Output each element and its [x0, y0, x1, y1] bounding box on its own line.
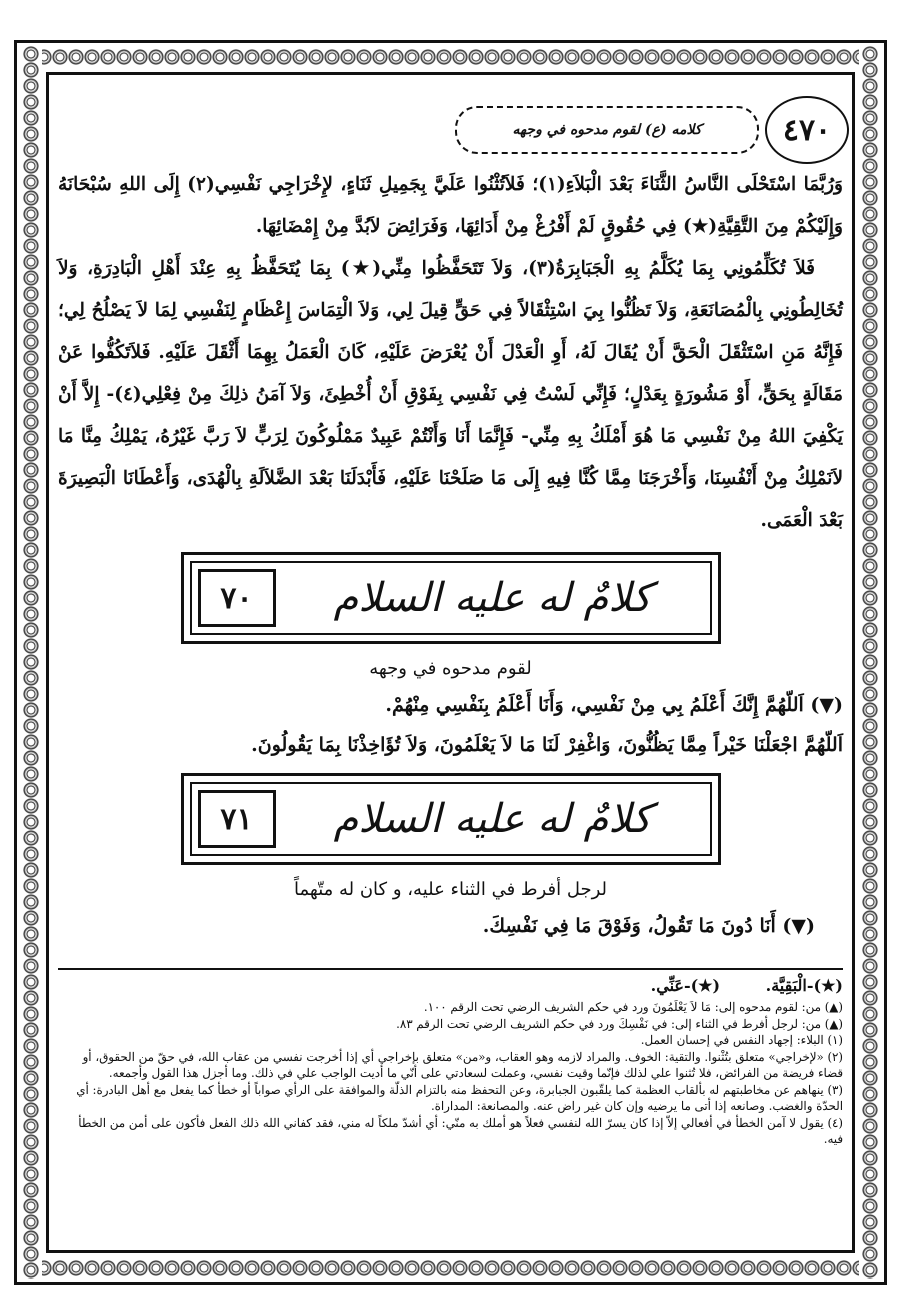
page-content: [58, 84, 843, 1244]
variant-note: (★)-عَنِّي.: [650, 976, 721, 995]
saying-70-line: اَللّهُمَّ اجْعَلْنَا خَيْراً مِمَّا يَظُنُّونَ، وَاغْفِرْ لَنَا مَا لاَ يَعْلَمُونَ، وَلاَ تُؤَاخِذْنَا بِمَا يَقُولُونَ.: [251, 734, 843, 756]
footnote: (٣) ينهاهم عن مخاطبتهم له بألقاب العظمة كما يلقّبون الجبابرة، وعن التحفظ منه بالتزام الذلّة والموافقة على الرأي صواباً أو خطأ كما يفعل مع أهل البادرة: أي الحدّة والغضب. وصانعه إذا أتى ما يرضيه وإن كان غير راض عنه. والمصانعة: المداراة.: [76, 1082, 843, 1113]
footnote: (٢) «لإخراجي» متعلق بتُثْنوا. والتقية: الخوف. والمراد لازمه وهو العقاب، و«من» متعلق بإخراجي أي إذا أخرجت نفسي من عقاب الله، في حقّ من الحقوق، أو قضاء فريضة من الفرائض، فلا تُثنوا علي لذلك فإنّما وقيت نفسي، وعملت لسعادتي على أنّي ما أديت الواجب علي في ذلك. وما أجزل هذا القول وأجمعه.: [82, 1049, 843, 1080]
footnote-divider: [58, 968, 843, 970]
ornamental-border-right: [859, 46, 881, 1279]
ornamental-border-top: [20, 46, 881, 68]
footnote: (▲) من: لرجل أفرط في الثناء إلى: في نَفْسِكَ ورد في حكم الشريف الرضي تحت الرقم ٨٣.: [396, 1016, 843, 1031]
variant-note: (★)-الْبَقِيَّة.: [765, 976, 843, 995]
saying-70-banner: [181, 552, 721, 644]
saying-71-subtitle: لرجل أفرط في الثناء عليه، و كان له متّهماً: [294, 879, 607, 900]
footnotes: [58, 999, 843, 1148]
saying-number: ٧١: [198, 790, 276, 848]
banner-label: كلامٌ له عليه السلام: [333, 575, 652, 621]
saying-number: ٧٠: [198, 569, 276, 627]
paragraph: فَلاَ تُكَلِّمُونِي بِمَا يُكَلَّمُ بِهِ الْجَبَابِرَةُ(٣)، وَلاَ تَتَحَفَّظُوا مِنِّي(★) بِمَا يُتَحَفَّظُ بِهِ عِنْدَ أَهْلِ الْبَادِرَةِ، وَلاَ تُخَالِطُونِي بِالْمُصَانَعَةِ، وَلاَ تَظُنُّوا بِيَ اسْتِثْقَالاً فِي حَقٍّ قِيلَ لِي، وَلاَ الْتِمَاسَ إِعْظَامٍ لِنَفْسِي لِمَا لاَ يَصْلُحُ لِي؛ فَإِنَّهُ مَنِ اسْتَثْقَلَ الْحَقَّ أَنْ يُقَالَ لَهُ، أَوِ الْعَدْلَ أَنْ يُعْرَضَ عَلَيْهِ، كَانَ الْعَمَلُ بِهِمَا أَثْقَلَ عَلَيْهِ. فَلاَتَكُفُّوا عَنْ مَقَالَةٍ بِحَقٍّ، أَوْ مَشُورَةٍ بِعَدْلٍ؛ فَإِنِّي لَسْتُ فِي نَفْسِي بِفَوْقِ أَنْ أُخْطِئَ، وَلاَ آمَنُ ذلِكَ مِنْ فِعْلِي(٤)- إِلاَّ أَنْ يَكْفِيَ اللهُ مِنْ نَفْسِي مَا هُوَ أَمْلَكُ بِهِ مِنِّي- فَإِنَّمَا أَنَا وَأَنْتُمْ عَبِيدٌ مَمْلُوكُونَ لِرَبٍّ لاَ رَبَّ غَيْرُهُ، يَمْلِكُ مِنَّا مَا لاَنَمْلِكُ مِنْ أَنْفُسِنَا، وَأَخْرَجَنَا مِمَّا كُنَّا فِيهِ إِلَى مَا صَلَحْنَا عَلَيْهِ، فَأَبْدَلَنَا بَعْدَ الضَّلاَلَةِ بِالْهُدَى، وَأَعْطَانَا الْبَصِيرَةَ بَعْدَ الْعَمَى.: [58, 258, 843, 531]
variant-notes: [58, 976, 843, 995]
running-title: كلامه (ع) لقوم مدحوه في وجهه: [455, 106, 759, 154]
footnote: (٤) يقول لا آمن الخطأ في أفعالي إلاّ إذا كان يسرّ الله لنفسي فعلاً هو أملك به منّي: أي أشدّ ملكاً له مني، فقد كفاني الله ذلك الفعل فأكون على أمن من الخطأ فيه.: [78, 1115, 843, 1146]
sermon-text: [58, 164, 843, 542]
saying-70-subtitle: لقوم مدحوه في وجهه: [369, 658, 532, 679]
page-number: ٤٧٠: [765, 96, 849, 164]
saying-70-line: (▼) اَللّهُمَّ إِنَّكَ أَعْلَمُ بِي مِنْ نَفْسِي، وَأَنَا أَعْلَمُ بِنَفْسِي مِنْهُمْ.: [385, 694, 843, 716]
ornamental-border-left: [20, 46, 42, 1279]
footnote: (١) البلاء: إجهاد النفس في إحسان العمل.: [640, 1033, 843, 1047]
banner-label: كلامٌ له عليه السلام: [333, 796, 652, 842]
saying-71-line: (▼) أَنَا دُونَ مَا تَقُولُ، وَفَوْقَ مَا فِي نَفْسِكَ.: [482, 915, 815, 937]
paragraph: وَرُبَّمَا اسْتَحْلَى النَّاسُ الثَّنَاءَ بَعْدَ الْبَلاَءِ(١)؛ فَلاَتُثْنُوا عَلَيَّ بِجَمِيلِ ثَنَاءٍ، لإِخْرَاجِي نَفْسِي(٢) إِلَى اللهِ سُبْحَانَهُ وَإِلَيْكُمْ مِنَ التَّقِيَّةِ(★) فِي حُقُوقٍ لَمْ أَفْرُغْ مِنْ أَدَائِهَا، وَفَرَائِضَ لاَبُدَّ مِنْ إِمْضَائِهَا.: [58, 174, 843, 237]
saying-71-banner: [181, 773, 721, 865]
page-header: [58, 84, 843, 164]
ornamental-border-bottom: [20, 1257, 881, 1279]
footnote: (▲) من: لقوم مدحوه إلى: مَا لاَ يَعْلَمُونَ ورد في حكم الشريف الرضي تحت الرقم ١٠٠.: [423, 1000, 843, 1014]
